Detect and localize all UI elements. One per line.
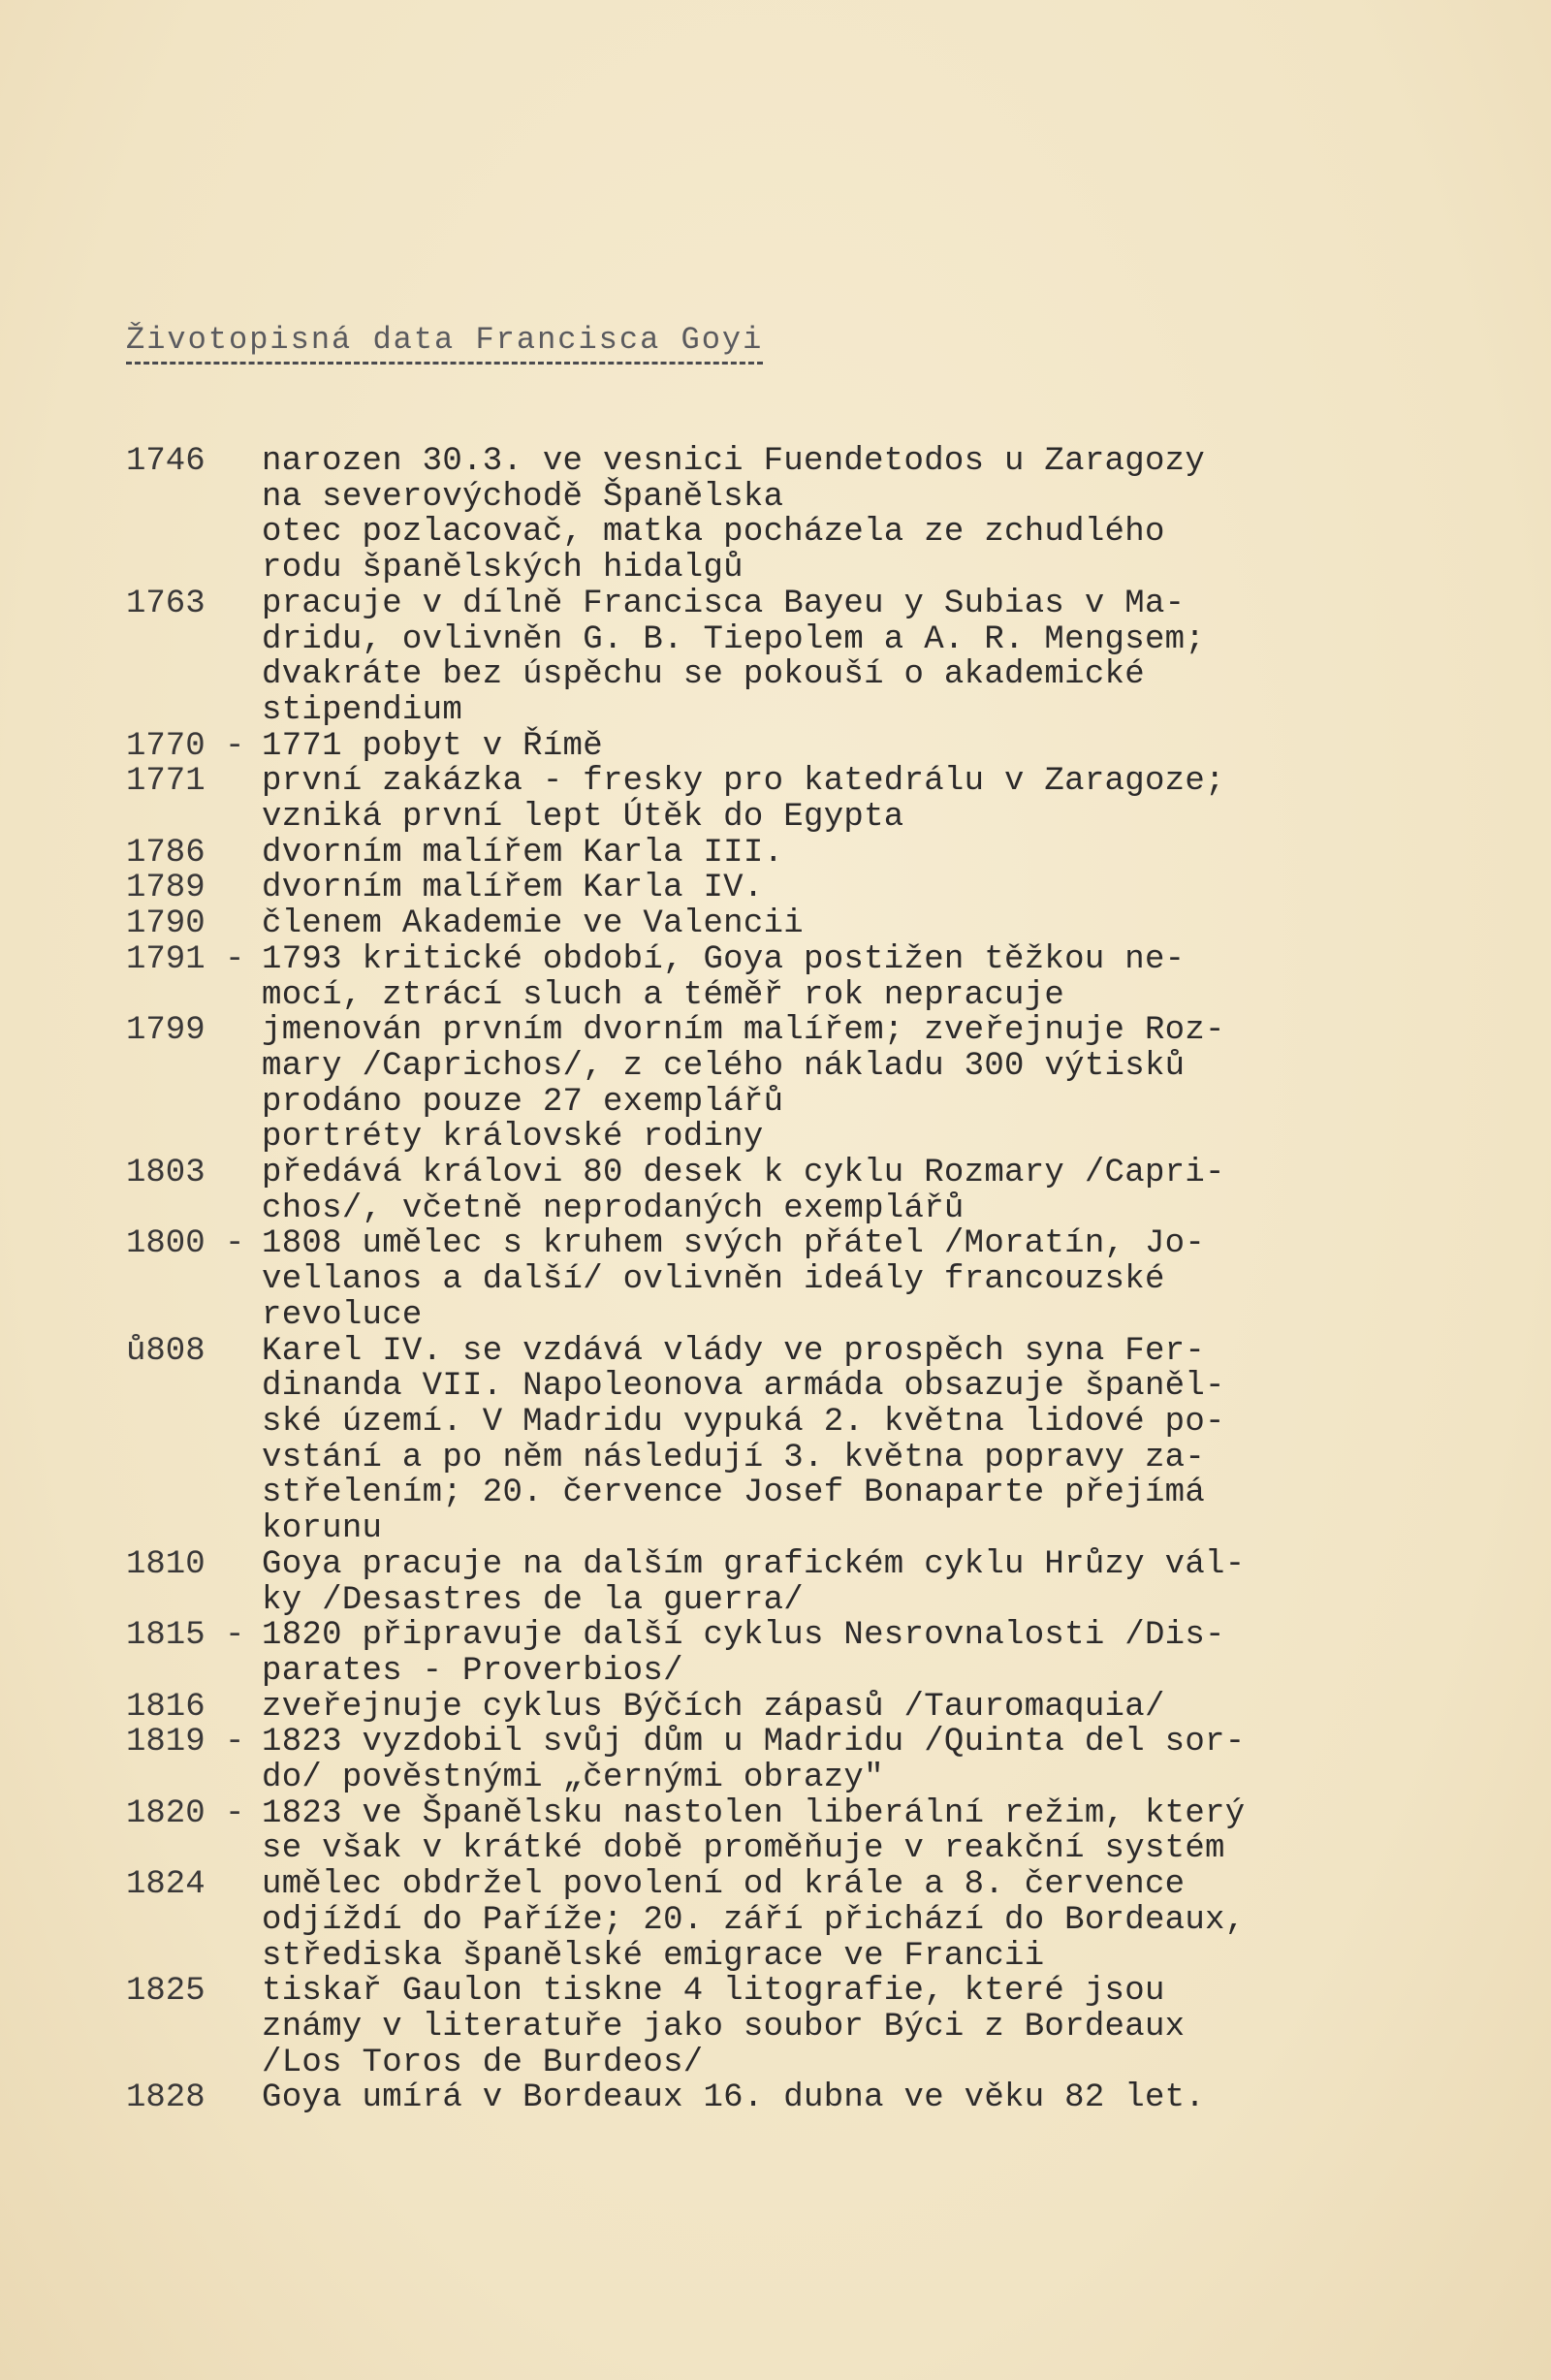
entry-text: tiskař Gaulon tiskne 4 litografie, které jsou známy v literatuře jako soubor Býci z Bordeaux /Los Toros de Burdeos/	[262, 1973, 1186, 2081]
entry-text: pracuje v dílně Francisca Bayeu y Subias v Ma- dridu, ovlivněn G. B. Tiepolem a A. R. Mengsem; dvakráte bez úspěchu se pokouší o akademické stipendium	[262, 585, 1206, 729]
chronology-entry	[126, 906, 1347, 942]
entry-text: dvorním malířem Karla III.	[262, 834, 784, 872]
chronology-list	[126, 444, 1347, 2116]
entry-year: 1763	[126, 585, 206, 622]
entry-text: narozen 30.3. ve vesnici Fuendetodos u Zaragozy na severovýchodě Španělska otec pozlacovač, matka pocházela ze zchudlého rodu španělských hidalgů	[262, 443, 1206, 587]
chronology-entry	[126, 444, 1347, 587]
chronology-entry	[126, 1547, 1347, 1618]
entry-year: 1810	[126, 1545, 206, 1583]
entry-year: 1815 -	[126, 1617, 245, 1655]
entry-text: 1823 ve Španělsku nastolen liberální režim, který se však v krátké době proměňuje v reakční systém	[262, 1794, 1246, 1868]
entry-text: 1793 kritické období, Goya postižen těžkou ne- mocí, ztrácí sluch a téměř rok nepracuje	[262, 940, 1186, 1014]
chronology-entry	[126, 729, 1347, 765]
chronology-entry	[126, 1867, 1347, 1974]
entry-year: 1789	[126, 870, 206, 907]
entry-text: dvorním malířem Karla IV.	[262, 870, 764, 907]
chronology-entry	[126, 1618, 1347, 1689]
chronology-entry	[126, 2080, 1347, 2116]
entry-year: 1820 -	[126, 1794, 245, 1832]
chronology-entry	[126, 1013, 1347, 1156]
entry-text: Goya pracuje na dalším grafickém cyklu Hrůzy vál- ky /Desastres de la guerra/	[262, 1545, 1246, 1619]
entry-year: 1770 -	[126, 727, 245, 765]
entry-text: předává královi 80 desek k cyklu Rozmary /Capri- chos/, včetně neprodaných exemplářů	[262, 1155, 1225, 1227]
chronology-entry	[126, 1226, 1347, 1333]
entry-year: 1828	[126, 2079, 206, 2117]
entry-text: jmenován prvním dvorním malířem; zveřejnuje Roz- mary /Caprichos/, z celého nákladu 300 výtisků prodáno pouze 27 exemplářů portréty královské rodiny	[262, 1012, 1225, 1157]
chronology-entry	[126, 1725, 1347, 1795]
chronology-entry	[126, 1690, 1347, 1726]
chronology-entry	[126, 587, 1347, 729]
chronology-entry	[126, 1156, 1347, 1226]
entry-text: členem Akademie ve Valencii	[262, 905, 804, 943]
entry-text: 1823 vyzdobil svůj dům u Madridu /Quinta del sor- do/ pověstnými „černými obrazy"	[262, 1724, 1246, 1797]
chronology-entry	[126, 764, 1347, 835]
entry-text: umělec obdržel povolení od krále a 8. července odjíždí do Paříže; 20. září přichází do Bordeaux, střediska španělské emigrace ve Francii	[262, 1866, 1246, 1975]
entry-year: 1819 -	[126, 1724, 245, 1761]
entry-text: první zakázka - fresky pro katedrálu v Zaragoze; vzniká první lept Útěk do Egypta	[262, 763, 1225, 837]
entry-year: 1803	[126, 1155, 206, 1192]
chronology-entry	[126, 871, 1347, 906]
entry-year: 1746	[126, 443, 206, 480]
entry-year: 1800 -	[126, 1225, 245, 1263]
entry-year: 1790	[126, 905, 206, 943]
entry-text: 1771 pobyt v Římě	[262, 727, 603, 765]
entry-year: 1825	[126, 1973, 206, 2011]
entry-text: 1820 připravuje další cyklus Nesrovnalosti /Dis- parates - Proverbios/	[262, 1617, 1225, 1690]
entry-year: 1771	[126, 763, 206, 801]
chronology-entry	[126, 942, 1347, 1013]
entry-year: 1824	[126, 1866, 206, 1904]
entry-year: 1786	[126, 834, 206, 872]
entry-text: zveřejnuje cyklus Býčích zápasů /Tauromaquia/	[262, 1688, 1165, 1726]
chronology-entry	[126, 1334, 1347, 1547]
entry-year: ů808	[126, 1332, 206, 1370]
chronology-entry	[126, 836, 1347, 872]
entry-text: Goya umírá v Bordeaux 16. dubna ve věku 82 let.	[262, 2079, 1206, 2117]
chronology-entry	[126, 1974, 1347, 2080]
entry-text: Karel IV. se vzdává vlády ve prospěch syna Fer- dinanda VII. Napoleonova armáda obsazuje španěl- ské území. V Madridu vypuká 2. května lidové po- vstání a po něm následují 3. května popravy za- střelením; 20. července Josef Bonaparte přejímá korunu	[262, 1332, 1225, 1548]
entry-text: 1808 umělec s kruhem svých přátel /Moratín, Jo- vellanos a další/ ovlivněn ideály francouzské revoluce	[262, 1225, 1206, 1334]
entry-year: 1816	[126, 1688, 206, 1726]
entry-year: 1799	[126, 1012, 206, 1050]
page-title: Životopisná data Francisca Goyi	[126, 322, 763, 365]
entry-year: 1791 -	[126, 940, 245, 978]
chronology-entry	[126, 1796, 1347, 1867]
